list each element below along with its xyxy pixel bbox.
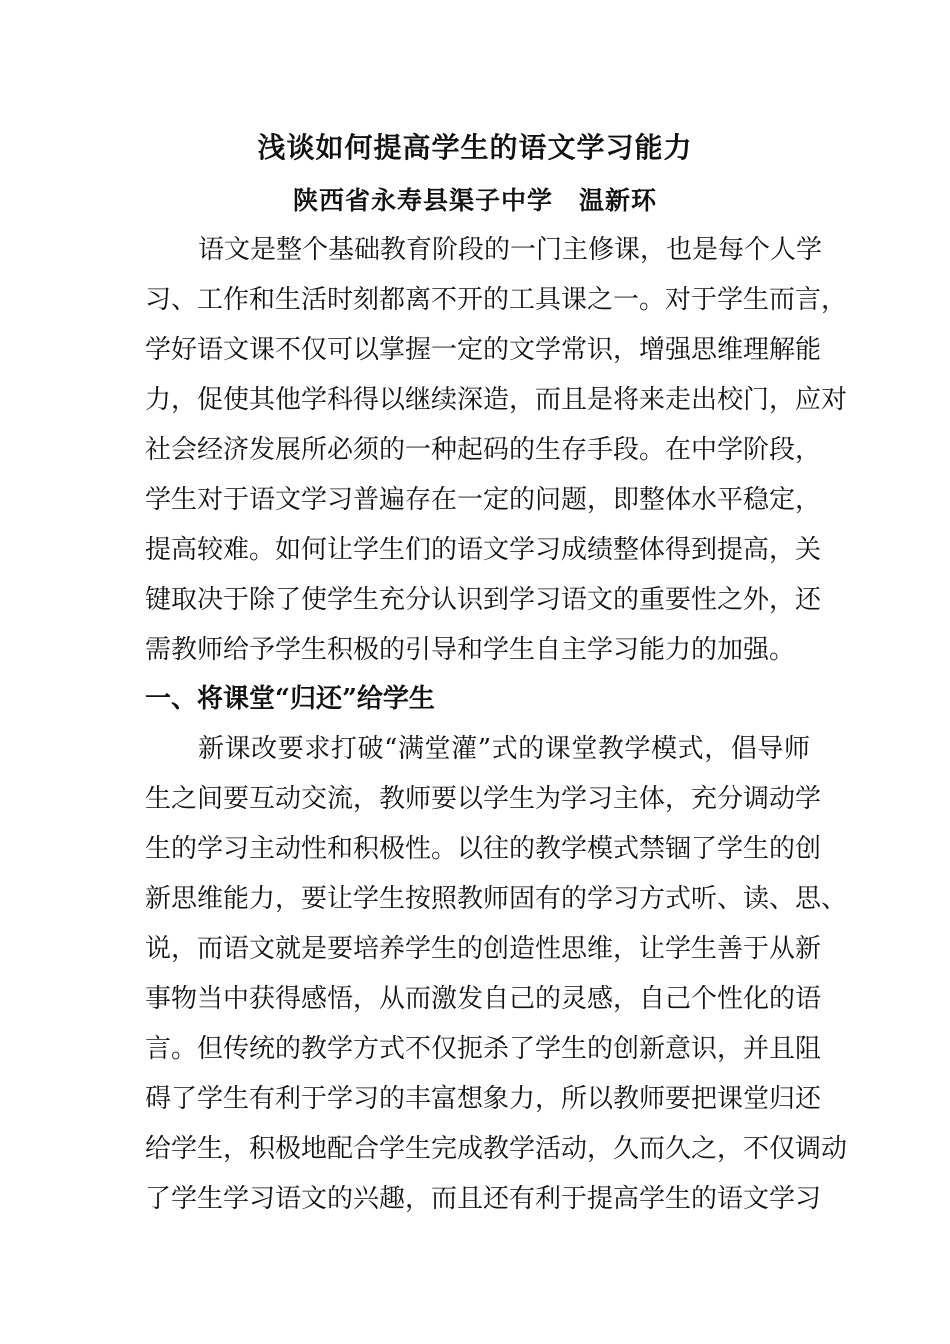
paragraph-2-line: 新思维能力，要让学生按照教师固有的学习方式听、读、思、 [145, 884, 848, 914]
paragraph-2-line: 新课改要求打破“满堂灌”式的课堂教学模式，倡导师 [198, 734, 810, 764]
paragraph-1-line: 需教师给予学生积极的引导和学生自主学习能力的加强。 [145, 635, 796, 665]
paragraph-2-line: 给学生，积极地配合学生完成教学活动，久而久之，不仅调动 [145, 1134, 848, 1164]
paragraph-1-line: 习、工作和生活时刻都离不开的工具课之一。对于学生而言， [145, 285, 848, 315]
paragraph-2-line: 生之间要互动交流，教师要以学生为学习主体，充分调动学 [145, 784, 822, 814]
paragraph-1-line: 力，促使其他学科得以继续深造，而且是将来走出校门，应对 [145, 385, 848, 415]
paragraph-2-line: 事物当中获得感悟，从而激发自己的灵感，自己个性化的语 [145, 984, 822, 1014]
section-1-heading: 一、将课堂“归还”给学生 [145, 684, 435, 714]
paragraph-1-line: 语文是整个基础教育阶段的一门主修课，也是每个人学 [198, 235, 823, 265]
paragraph-2-line: 碍了学生有利于学习的丰富想象力，所以教师要把课堂归还 [145, 1084, 822, 1114]
paragraph-2-line: 生的学习主动性和积极性。以往的教学模式禁锢了学生的创 [145, 834, 822, 864]
paragraph-1-line: 提高较难。如何让学生们的语文学习成绩整体得到提高，关 [145, 535, 822, 565]
document-title: 浅谈如何提高学生的语文学习能力 [257, 131, 693, 164]
author-byline: 陕西省永寿县渠子中学 温新环 [292, 186, 657, 215]
paragraph-2-line: 了学生学习语文的兴趣，而且还有利于提高学生的语文学习 [145, 1184, 822, 1214]
paragraph-1-line: 社会经济发展所必须的一种起码的生存手段。在中学阶段， [145, 435, 822, 465]
paragraph-1-line: 学好语文课不仅可以掌握一定的文学常识，增强思维理解能 [145, 335, 822, 365]
paragraph-2-line: 言。但传统的教学方式不仅扼杀了学生的创新意识，并且阻 [145, 1034, 822, 1064]
paragraph-2-line: 说，而语文就是要培养学生的创造性思维，让学生善于从新 [145, 934, 822, 964]
paragraph-1-line: 键取决于除了使学生充分认识到学习语文的重要性之外，还 [145, 585, 822, 615]
paragraph-1-line: 学生对于语文学习普遍存在一定的问题，即整体水平稳定， [145, 485, 822, 515]
